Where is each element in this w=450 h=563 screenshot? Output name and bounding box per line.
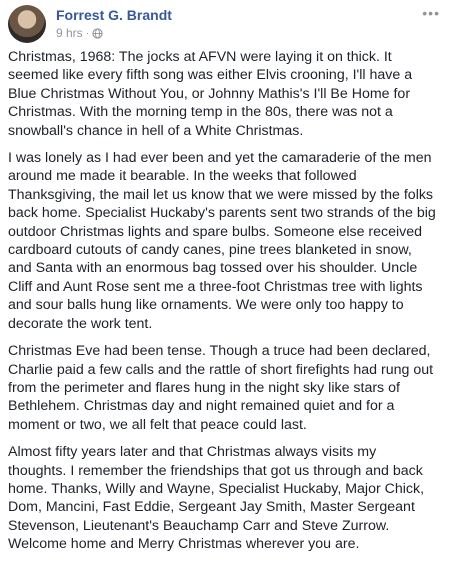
post-paragraph: Christmas Eve had been tense. Though a truce had been declared, Charlie paid a few calls and the rattle of short firefights had rung out from the perimeter and flares hung in the night sky like stars of Bethlehem. Christmas day and night remained quiet and for a moment or two, we all felt that peace could last. (8, 343, 434, 433)
post-meta (56, 26, 103, 40)
more-options-icon[interactable]: ••• (422, 5, 440, 21)
post-body (8, 48, 436, 563)
post-paragraph: Almost fifty years later and that Christmas always visits my thoughts. I remember the friendships that got us through and back home. Thanks, Willy and Wayne, Specialist Huckaby, Major Chick, Dom, Mancini, Fast Eddie, Sergeant Jay Smith, Master Sergeant Stevenson, Lieutenant's Beauchamp Carr and Steve Zurrow. Welcome home and Merry Christmas wherever you are. (8, 444, 425, 553)
globe-icon[interactable] (92, 28, 103, 39)
post-paragraph: Christmas, 1968: The jocks at AFVN were laying it on thick. It seemed like every fifth song was either Elvis crooning, I'll have a Blue Christmas Without You, or Johnny Mathis's I'll Be Home for Christmas. With the morning temp in the 80s, there was not a snowball's chance in hell of a White Christmas. (8, 49, 413, 139)
meta-separator: · (85, 27, 90, 39)
post-timestamp[interactable]: 9 hrs (56, 26, 83, 40)
author-name[interactable]: Forrest G. Brandt (56, 7, 172, 23)
avatar[interactable] (8, 5, 46, 43)
post-paragraph: I was lonely as I had ever been and yet the camaraderie of the men around me made it bearable. In the weeks that followed Thanksgiving, the mail let us know that we were missed by the folks back home. Specialist Huckaby's parents sent two strands of the big outdoor Christmas lights and spare bulbs. Someone else received cardboard cutouts of candy canes, pine trees blanketed in snow, and Santa with an enormous bag tossed over his shoulder. Uncle Cliff and Aunt Rose sent me a three-foot Christmas tree with lights and sour balls hung like ornaments. We were only too happy to decorate the work tent. (8, 150, 436, 332)
post-header (8, 5, 442, 43)
